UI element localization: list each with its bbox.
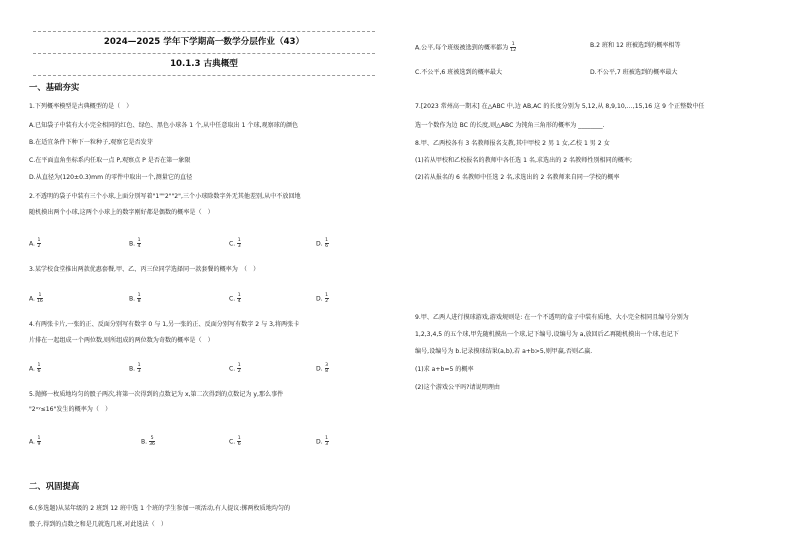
- title-box: [33, 31, 375, 76]
- section-heading-basic: 一、基础夯实: [29, 82, 80, 92]
- question-7-line-1: 7.[2023 常州高一期末] 在△ABC 中,边 AB,AC 的长度分别为 5,12,从 8,9,10,…,15,16 这 9 个正整数中任: [415, 103, 705, 110]
- fraction: $\frac{1}{6}$: [325, 238, 329, 249]
- fraction: $\frac{1}{4}$: [237, 293, 241, 304]
- question-5-option-b: B. $\frac{5}{36}$: [141, 436, 155, 447]
- question-6-option-b: B.2 班和 12 班被选到的概率相等: [590, 42, 681, 49]
- question-1-option-d: D.从直径为(120±0.3)mm 的零件中取出一个,测量它的直径: [29, 174, 193, 181]
- question-3-option-b: B. $\frac{1}{8}$: [129, 293, 141, 304]
- question-4-option-b: B. $\frac{1}{3}$: [129, 363, 141, 374]
- question-4-option-c: C. $\frac{1}{2}$: [229, 363, 241, 374]
- question-3-option-a: A. $\frac{1}{16}$: [29, 293, 43, 304]
- question-5-option-c: C. $\frac{1}{6}$: [229, 436, 241, 447]
- question-2-option-c: C. $\frac{1}{3}$: [229, 238, 241, 249]
- question-6-option-d: D.不公平,7 班被选到的概率最大: [590, 69, 678, 76]
- fraction: $\frac{1}{9}$: [37, 436, 41, 447]
- fraction: $\frac{1}{6}$: [237, 436, 241, 447]
- question-4-option-a: A. $\frac{1}{6}$: [29, 363, 41, 374]
- question-2-option-a: A. $\frac{1}{2}$: [29, 238, 41, 249]
- question-9-line-2: 1,2,3,4,5 的五个球,甲先随机摸出一个球,记下编号,设编号为 a,放回后乙再随机摸出一个球,也记下: [415, 331, 679, 338]
- question-5-line-1: 5.抛掷一枚质地均匀的骰子两次,将第一次得到的点数记为 x,第二次得到的点数记为 y,那么事件: [29, 391, 284, 398]
- question-2-option-b: B. $\frac{1}{4}$: [129, 238, 141, 249]
- question-8-part-2: (2)若从报名的 6 名教师中任选 2 名,求选出的 2 名教师来自同一学校的概率: [415, 174, 620, 181]
- fraction: $\frac{1}{16}$: [37, 293, 43, 304]
- fraction: $\frac{3}{8}$: [325, 363, 329, 374]
- page-subtitle: 10.1.3 古典概型: [170, 59, 238, 69]
- fraction: $\frac{1}{3}$: [137, 363, 141, 374]
- question-5-option-d: D. $\frac{1}{3}$: [316, 436, 329, 447]
- question-3-line-1: 3.某学校食堂推出两款优惠套餐,甲、乙、丙三位同学选择同一款套餐的概率为 （ ）: [29, 266, 260, 273]
- page-title: 2024—2025 学年下学期高一数学分层作业（43）: [103, 37, 305, 47]
- question-9-part-2: (2)这个游戏公平吗?请说明理由: [415, 384, 500, 391]
- question-9-line-1: 9.甲、乙两人进行摸球游戏,游戏规则是: 在一个不透明的盒子中装有质地、大小完全相同且编号分别为: [415, 314, 689, 321]
- question-3-option-d: D. $\frac{1}{2}$: [316, 293, 329, 304]
- fraction: $\frac{1}{2}$: [325, 293, 329, 304]
- fraction: $\frac{1}{4}$: [137, 238, 141, 249]
- question-2-line-2: 随机摸出两个小球,这两个小球上的数字刚好都是偶数的概率是（ ）: [29, 209, 214, 216]
- question-1-stem: 1.下列概率模型是古典概型的是（ ）: [29, 103, 133, 110]
- question-9-line-3: 编号,设编号为 b.记录摸球结果(a,b),若 a+b>5,则甲赢,否则乙赢.: [415, 348, 593, 355]
- section-heading-consolidate: 二、巩固提高: [29, 481, 80, 491]
- question-3-option-c: C. $\frac{1}{4}$: [229, 293, 241, 304]
- fraction: $\frac{1}{2}$: [237, 363, 241, 374]
- fraction: $\frac{5}{36}$: [149, 436, 155, 447]
- question-7-line-2: 选一个数作为边 BC 的长度,则△ABC 为钝角三角形的概率为 ________.: [415, 122, 605, 129]
- question-5-option-a: A. $\frac{1}{9}$: [29, 436, 41, 447]
- question-6-option-a: A.公平,每个班级被选到的概率都为 $\frac{1}{12}$: [415, 42, 517, 53]
- question-2-line-1: 2.不透明的袋子中装有三个小球,上面分别写着"1""2""2",三个小球除数字外无其他差别,从中不放回地: [29, 193, 301, 200]
- question-8-part-1: (1)若从甲校和乙校报名的教师中各任选 1 名,求选出的 2 名教师性别相同的概率;: [415, 157, 633, 164]
- question-6-line-2: 骰子,得到的点数之和是几就选几班,对此选法（ ）: [29, 521, 167, 528]
- fraction: $\frac{1}{3}$: [237, 238, 241, 249]
- question-1-option-a: A.已知袋子中装有大小完全相同的红色、绿色、黑色小球各 1 个,从中任意取出 1 个球,观察球的颜色: [29, 122, 299, 129]
- question-6-option-c: C.不公平,6 班被选到的概率最大: [415, 69, 503, 76]
- fraction: $\frac{1}{2}$: [37, 238, 41, 249]
- fraction: $\frac{1}{12}$: [510, 42, 517, 53]
- question-8-line-1: 8.甲、乙两校各有 3 名教师报名支教,其中甲校 2 男 1 女,乙校 1 男 2 女: [415, 140, 610, 147]
- question-4-option-d: D. $\frac{3}{8}$: [316, 363, 329, 374]
- title-divider: [33, 53, 375, 54]
- question-4-line-1: 4.有两张卡片,一张的正、反面分别写有数字 0 与 1,另一张的正、反面分别写有数字 2 与 3,将两张卡: [29, 321, 300, 328]
- question-9-part-1: (1)求 a+b=5 的概率: [415, 366, 474, 373]
- fraction: $\frac{1}{6}$: [37, 363, 41, 374]
- question-1-option-c: C.在平面直角坐标系内任取一点 P,观察点 P 是否在第一象限: [29, 157, 191, 164]
- question-2-option-d: D. $\frac{1}{6}$: [316, 238, 329, 249]
- question-5-line-2: "2ˣʸ≤16"发生的概率为（ ）: [29, 406, 112, 413]
- fraction: $\frac{1}{8}$: [137, 293, 141, 304]
- fraction: $\frac{1}{3}$: [325, 436, 329, 447]
- question-4-line-2: 片排在一起组成一个两位数,则所组成的两位数为奇数的概率是（ ）: [29, 337, 214, 344]
- question-1-option-b: B.在适宜条件下种下一粒种子,观察它是否发芽: [29, 139, 153, 146]
- question-6-line-1: 6.(多选题)从某年级的 2 班到 12 班中选 1 个班的学生参加一项活动,有人提议:掷两枚质地均匀的: [29, 505, 291, 512]
